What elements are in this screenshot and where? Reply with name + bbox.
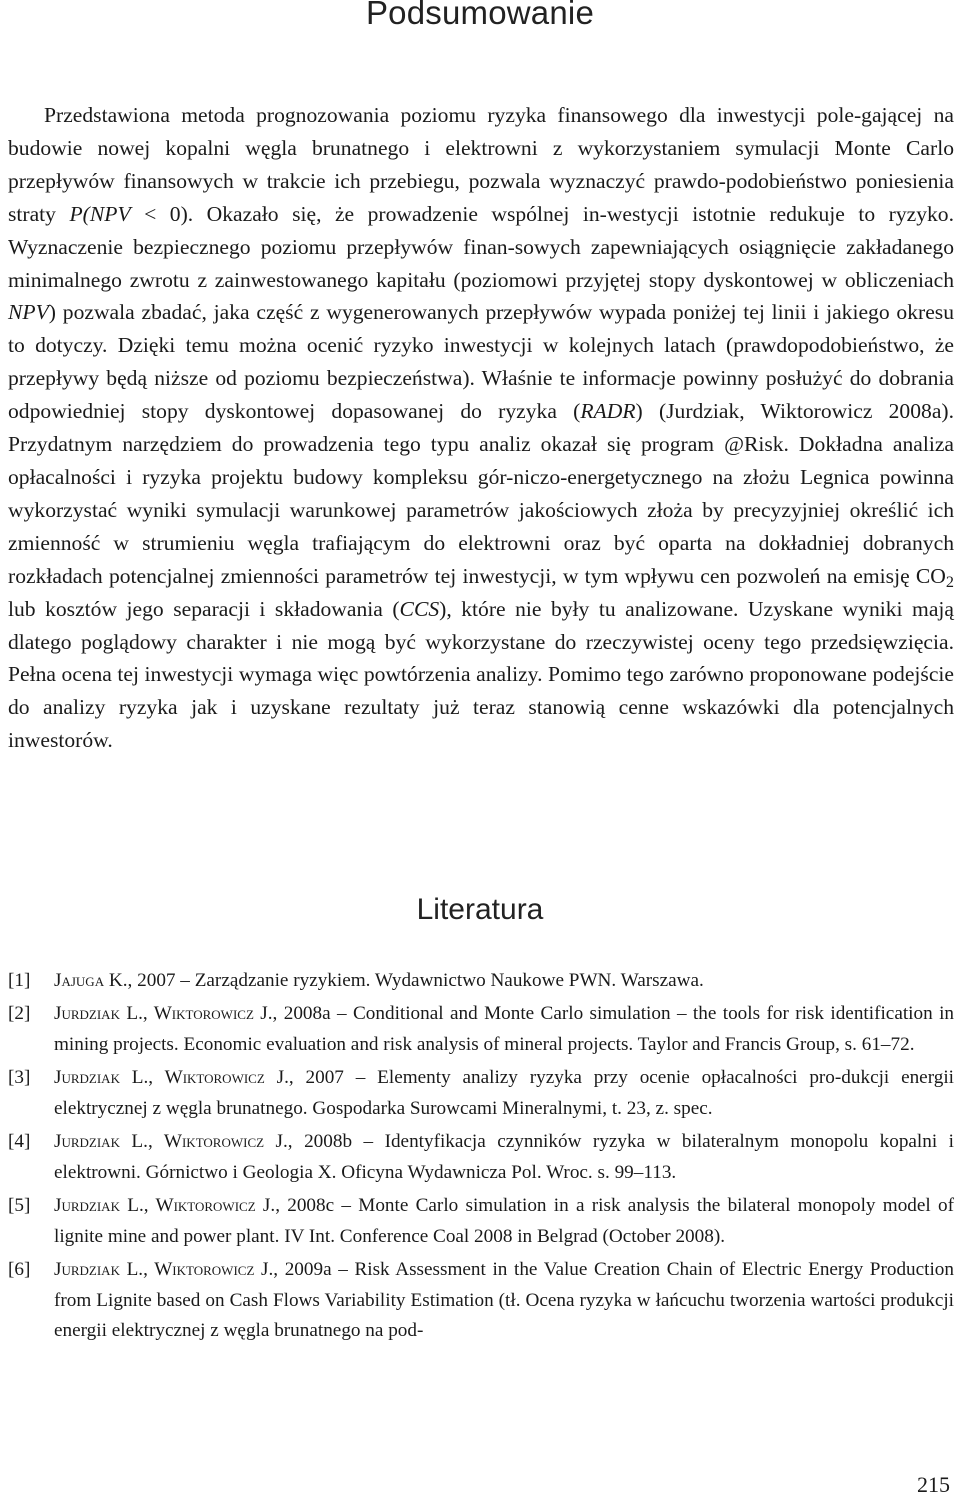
reference-number: [3] — [8, 1067, 31, 1089]
reference-authors: Jajuga K. — [54, 970, 128, 991]
reference-number: [4] — [8, 1131, 31, 1153]
reference-authors: Jurdziak L., Wiktorowicz J. — [54, 1194, 276, 1216]
reference-authors: Jurdziak L., Wiktorowicz J. — [54, 1258, 274, 1280]
summary-text-1: Przedstawiona metoda prognozowania poziomu ryzyka finansowego dla inwestycji pole-gającej na budowie nowej kopalni węgla brunatnego i elektrowni z wykorzystaniem symulacji Monte Carlo przepływów finansowych w trakcie ich przebiegu, pozwala wyznaczyć prawdo-podobieństwo poniesienia straty — [8, 103, 954, 226]
reference-item — [8, 1255, 954, 1347]
reference-text: , 2008c – Monte Carlo simulation in a risk analysis the bilateral monopoly model of lignite mine and power plant. IV Int. Conference Coal 2008 in Belgrad (October 2008). — [54, 1194, 954, 1247]
reference-item — [8, 1127, 954, 1188]
reference-item — [8, 966, 954, 997]
summary-expr-npv-probability: P(NPV — [69, 201, 131, 226]
summary-text-3: ) pozwala zbadać, jaka część z wygenerowanych przepływów wypada poniżej tej linii i jakiego okresu to dotyczy. Dzięki temu można ocenić ryzyko inwestycji w kolejnych latach (prawdopodobieństwo, że przepływy będą niższe od poziomu bezpieczeństwa). Właśnie te informacje powinny posłużyć do dobrania odpowiedniej stopy dyskontowej dopasowanej do ryzyka ( — [8, 300, 954, 424]
reference-text: , 2007 – Elementy analizy ryzyka przy ocenie opłacalności pro-dukcji energii elektrycznej z węgla brunatnego. Gospodarka Surowcami Mineralnymi, t. 23, z. spec. — [54, 1067, 955, 1119]
reference-item — [8, 1063, 954, 1124]
summary-term-radr: RADR — [580, 399, 636, 424]
reference-item — [8, 999, 954, 1060]
reference-number: [2] — [8, 1003, 31, 1025]
section-heading-literature: Literatura — [416, 893, 544, 926]
reference-item — [8, 1191, 954, 1252]
reference-number: [6] — [8, 1258, 31, 1280]
reference-number: [5] — [8, 1194, 31, 1216]
summary-text-5: lub kosztów jego separacji i składowania ( — [8, 596, 400, 621]
summary-text-2: < 0). Okazało się, że prowadzenie wspólnej in-westycji istotnie redukuje to ryzyko. Wyznaczenie bezpiecznego poziomu przepływów finan-sowych zapewniających osiągnięcie zakładanego minimalnego zwrotu z zainwestowanego kapitału (poziomowi przyjętej stopy dyskontowej w obliczeniach — [8, 201, 955, 292]
reference-authors: Jurdziak L., Wiktorowicz J. — [54, 1131, 288, 1153]
reference-number: [1] — [8, 970, 31, 991]
summary-term-ccs: CCS — [399, 596, 440, 621]
summary-term-npv: NPV — [8, 300, 49, 325]
reference-authors: Jurdziak L., Wiktorowicz J. — [54, 1067, 289, 1089]
reference-authors: Jurdziak L., Wiktorowicz J. — [54, 1003, 273, 1025]
co2-subscript: 2 — [945, 572, 954, 591]
reference-text: , 2009a – Risk Assessment in the Value Creation Chain of Electric Energy Production from Lignite based on Cash Flows Variability Estimation (tł. Ocena ryzyka w łańcuchu tworzenia wartości produkcji energii elektrycznej z węgla brunatnego na pod- — [54, 1258, 954, 1342]
reference-list — [8, 966, 954, 1349]
summary-paragraph — [8, 99, 954, 757]
reference-text: , 2008a – Conditional and Monte Carlo simulation – the tools for risk identification in mining projects. Economic evaluation and risk analysis of mineral projects. Taylor and Francis Group, s. 61–72. — [54, 1003, 954, 1055]
summary-text-4: ) (Jurdziak, Wiktorowicz 2008a). Przydatnym narzędziem do prowadzenia tego typu analiz okazał się program @Risk. Dokładna analiza opłacalności i ryzyka projektu budowy kompleksu gór-niczo-energetycznego na złożu Legnica powinna wykorzystać wyniki symulacji warunkowej parametrów jakościowych złoża by precyzyjniej określić ich zmienność w strumieniu węgla trafiającym do elektrowni oraz być oparta na dokładniej dobranych rozkładach potencjalnej zmienności parametrów tej inwestycji, w tym wpływu cen pozwoleń na emisję CO — [8, 399, 954, 588]
page-number: 215 — [917, 1472, 950, 1497]
reference-text: , 2008b – Identyfikacja czynników ryzyka w bilateralnym monopolu kopalni i elektrowni. Górnictwo i Geologia X. Oficyna Wydawnicza Pol. Wroc. s. 99–113. — [54, 1131, 954, 1183]
reference-text: , 2007 – Zarządzanie ryzykiem. Wydawnictwo Naukowe PWN. Warszawa. — [127, 970, 704, 991]
section-heading-summary: Podsumowanie — [365, 0, 595, 31]
summary-text-6: ), które nie były tu analizowane. Uzyskane wyniki mają dlatego poglądowy charakter i nie mogą być wykorzystane do rzeczywistej oceny tego przedsięwzięcia. Pełna ocena tej inwestycji wymaga więc powtórzenia analizy. Pomimo tego zarówno proponowane podejście do analizy ryzyka jak i uzyskane rezultaty już teraz stanowią cenne wskazówki dla potencjalnych inwestorów. — [8, 596, 954, 753]
